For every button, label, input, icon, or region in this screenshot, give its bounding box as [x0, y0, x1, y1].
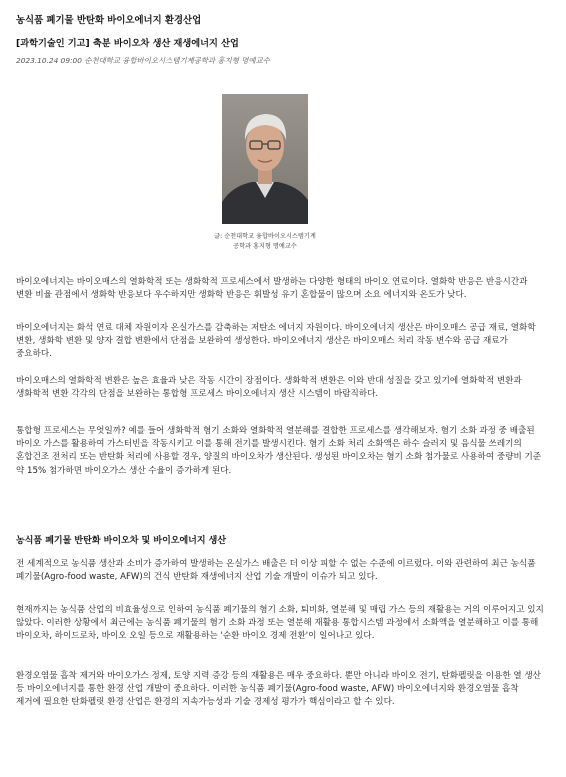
article-paragraph	[16, 375, 546, 401]
paragraph-text: 환경오염물 흡착 제거와 바이오가스 정제, 토양 지력 증강 등의 재활용은 매우 중요하다. 뿐만 아니라 바이오 전기, 탄화펠릿을 이용한 열 생산 등 바이오에너지를 통한 환경 산업 개발이 중요하다. 이러한 농식품 폐기물(Agro-food waste, AFW) 바이오에너지와 환경오염물 흡착 제거에 필요한 탄화펠릿 환경 산업은 환경의 지속가능성과 기술 경제성 평가가 핵심이라고 할 수 있다.	[16, 671, 541, 708]
paragraph-text: 전 세계적으로 농식품 생산과 소비가 증가하여 발생하는 온실가스 배출은 더 이상 피할 수 없는 수준에 이르렀다. 이와 관련하여 최근 농식품 폐기물(Agro-food waste, AFW)의 건식 반탄화 재생에너지 산업 기술 개발이 이슈가 되고 있다.	[16, 559, 536, 583]
article-paragraph	[16, 322, 546, 362]
paragraph-text: 통합형 프로세스는 무엇일까? 예를 들어 생화학적 혐기 소화와 열화학적 열분해를 결합한 프로세스를 생각해보자. 혐기 소화 과정 중 배출된 바이오 가스를 활용하여 가스터빈을 작동시키고 이를 통해 전기를 발생시킨다. 혐기 소화 처리 소화액은 하수 슬러지 및 음식물 쓰레기의 혼합건조 전처리 또는 반탄화 처리에 사용할 경우, 양질의 바이오차가 생산된다. 생성된 바이오차는 혐기 소화 첨가물로 사용하여 중량비 기준 약 15% 첨가하면 바이오가스 생산 수율이 증가하게 된다.	[16, 426, 542, 476]
photo-caption-line-2: 공학과 홍지형 명예교수	[233, 243, 297, 250]
article-paragraph	[16, 604, 546, 644]
section-subheading: 농식품 폐기물 반탄화 바이오차 및 바이오에너지 생산	[16, 536, 227, 546]
paragraph-text: 현재까지는 농식품 산업의 비효율성으로 인하여 농식품 폐기물의 혐기 소화, 퇴비화, 열분해 및 매립 가스 등의 재활용는 거의 이루어지고 있지 않았다. 이러한 상황에서 최근에는 농식품 폐기물의 혐기 소화 과정 또는 열분해 재활용 통합시스템 과정에서 소화액을 열분해하고 이를 통해 바이오차, 하이드로차, 바이오 오일 등으로 재활용하는 '순환 바이오 경제 전환'이 일어나고 있다.	[16, 605, 544, 642]
article-title[interactable]: [과학기술인 기고] 축분 바이오차 생산 재생에너지 산업	[16, 38, 239, 49]
paragraph-text: 바이오매스의 열화학적 변환은 높은 효율과 낮은 작동 시간이 장점이다. 생화학적 변환은 이와 반대 성질을 갖고 있기에 열화학적 변환과 생화학적 변환 각각의 단점을 보완하는 통합형 프로세스 바이오에너지 생산 시스템이 바람직하다.	[16, 376, 522, 400]
paragraph-text: 바이오에너지는 바이오매스의 열화학적 또는 생화학적 프로세스에서 발생하는 다양한 형태의 바이오 연료이다. 열화학 반응은 반응시간과 변환 비율 관점에서 생화학 반응보다 우수하지만 생화학 반응은 휘발성 유기 혼합물이 많으며 소요 에너지와 온도가 낮다.	[16, 277, 528, 301]
article-meta: 2023.10.24 09:00 순천대학교 융합바이오시스템기계공학과 홍지형 명예교수	[16, 56, 270, 65]
article-paragraph	[16, 276, 546, 302]
section-title: 농식품 폐기물 반탄화 바이오에너지 환경산업	[16, 15, 202, 26]
paragraph-text: 바이오에너지는 화석 연료 대체 자원이자 온실가스를 감축하는 저탄소 에너지 자원이다. 바이오에너지 생산은 바이오매스 공급 재료, 열화학 변환, 생화학 변환 및 양자 결합 변환에서 단점을 보완하여 생성한다. 바이오에너지 생산은 바이오매스 처리 작동 변수와 공급 재료가 중요하다.	[16, 323, 536, 360]
author-photo	[222, 94, 308, 224]
photo-caption	[190, 232, 340, 252]
article-paragraph	[16, 425, 546, 478]
author-portrait-image	[222, 94, 308, 224]
article-paragraph	[16, 558, 546, 584]
article-paragraph	[16, 670, 546, 710]
photo-caption-line-1: 글: 순천대학교 융합바이오시스템기계	[214, 233, 316, 240]
